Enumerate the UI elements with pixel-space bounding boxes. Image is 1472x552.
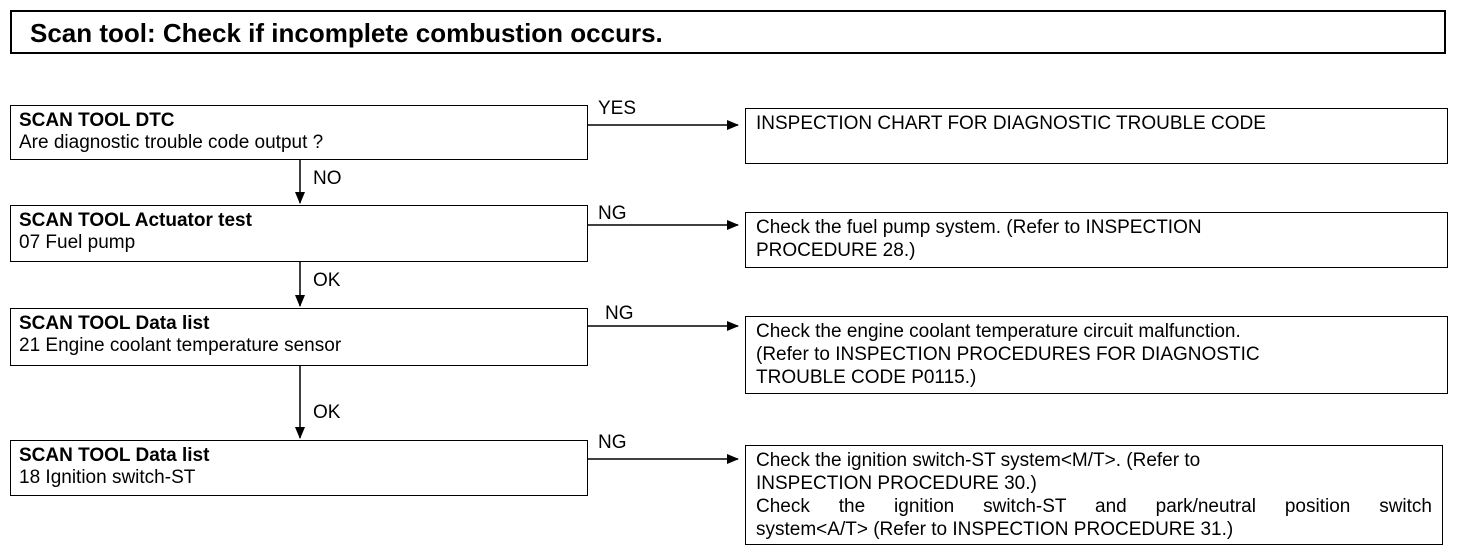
result-box-coolant-circuit: [745, 316, 1448, 394]
step-box-ignition-data-list: [10, 440, 588, 496]
label-ng-1: NG: [598, 203, 627, 224]
label-ok-1: OK: [313, 270, 341, 291]
step-box-actuator-test: [10, 205, 588, 262]
result-box-fuel-pump: [745, 212, 1448, 268]
result-box-ignition-switch: [745, 445, 1443, 545]
step-detail: 18 Ignition switch-ST: [19, 467, 196, 488]
result-line: INSPECTION PROCEDURE 30.): [756, 473, 1037, 494]
result-line: Check the fuel pump system. (Refer to INSPECTION: [756, 217, 1202, 238]
label-ng-2: NG: [605, 303, 634, 324]
label-yes: YES: [598, 98, 637, 119]
step-detail: 21 Engine coolant temperature sensor: [19, 335, 342, 356]
label-no: NO: [313, 168, 342, 189]
result-line: Check the engine coolant temperature circuit malfunction.: [756, 321, 1241, 342]
result-box-dtc-chart: [745, 108, 1448, 164]
result-line: system<A/T> (Refer to INSPECTION PROCEDURE 31.): [756, 519, 1234, 540]
result-line: TROUBLE CODE P0115.): [756, 367, 977, 388]
page-title: Scan tool: Check if incomplete combustion occurs.: [30, 18, 663, 48]
step-box-dtc: [10, 105, 588, 160]
step-heading: SCAN TOOL Data list: [19, 445, 210, 466]
result-line: Check the ignition switch-ST system<M/T>. (Refer to: [756, 450, 1201, 471]
result-line: (Refer to INSPECTION PROCEDURES FOR DIAGNOSTIC: [756, 344, 1260, 365]
step-heading: SCAN TOOL Actuator test: [19, 210, 252, 231]
result-line: PROCEDURE 28.): [756, 240, 916, 261]
step-heading: SCAN TOOL DTC: [19, 110, 175, 131]
label-ok-2: OK: [313, 402, 341, 423]
result-line: INSPECTION CHART FOR DIAGNOSTIC TROUBLE CODE: [756, 113, 1266, 134]
step-detail: Are diagnostic trouble code output ?: [19, 132, 324, 153]
step-heading: SCAN TOOL Data list: [19, 313, 210, 334]
step-box-coolant-data-list: [10, 308, 588, 366]
step-detail: 07 Fuel pump: [19, 232, 136, 253]
result-line: Check the ignition switch-ST and park/neutral position switch: [756, 496, 1432, 517]
label-ng-3: NG: [598, 432, 627, 453]
